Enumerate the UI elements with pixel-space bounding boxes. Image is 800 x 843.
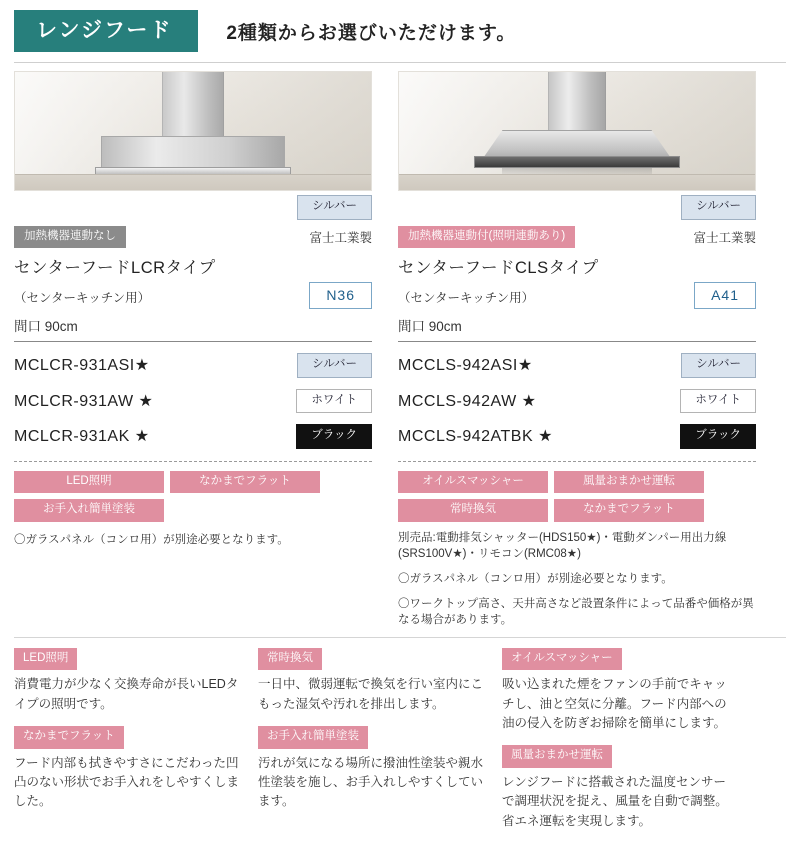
feature-tag: LED照明 (14, 471, 164, 494)
glossary-text: 汚れが気になる場所に撥油性塗装や親水性塗装を施し、お手入れしやすくしています。 (258, 755, 484, 809)
counter-top (15, 174, 371, 190)
color-badge: シルバー (681, 195, 756, 220)
product-size: 間口 90cm (14, 319, 78, 334)
glossary-column-1 (14, 648, 240, 843)
color-badge-row-cls (398, 195, 756, 220)
color-badge: シルバー (297, 195, 372, 220)
product-name: センターフードLCRタイプ (14, 259, 216, 277)
feature-tag: なかまでフラット (554, 499, 704, 522)
hood-duct (548, 72, 606, 132)
glossary-item (258, 726, 484, 812)
model-number: MCCLS-942AW ★ (398, 392, 537, 410)
glossary-item (502, 745, 728, 831)
glossary-label: LED照明 (14, 648, 77, 671)
model-number: MCLCR-931AK ★ (14, 428, 150, 446)
glossary-label: なかまでフラット (14, 726, 124, 749)
interlock-row-lcr (14, 226, 372, 249)
model-number: MCCLS-942ASI★ (398, 357, 533, 375)
maker-label: 富士工業製 (309, 230, 372, 245)
model-color-swatch: シルバー (297, 353, 372, 378)
glossary-text: レンジフードに搭載された温度センサーで調理状況を捉え、風量を自動で調整。省エネ運転を実現します。 (502, 774, 728, 828)
product-code: A41 (694, 282, 756, 309)
glossary-section (0, 638, 800, 843)
glossary-label: オイルスマッシャー (502, 648, 622, 671)
glossary-label: 風量おまかせ運転 (502, 745, 612, 768)
model-row (14, 424, 372, 449)
feature-tag: 風量おまかせ運転 (554, 471, 704, 494)
category-badge: レンジフード (14, 10, 198, 52)
glossary-label: お手入れ簡単塗装 (258, 726, 368, 749)
feature-tags-lcr (14, 471, 372, 522)
interlock-row-cls (398, 226, 756, 249)
subname-code-row-lcr (14, 282, 372, 309)
feature-divider (398, 461, 756, 462)
subname-code-row-cls (398, 282, 756, 309)
product-card-cls (398, 71, 756, 629)
page-header (0, 0, 800, 52)
model-row (14, 353, 372, 378)
interlock-tag: 加熱機器連動なし (14, 226, 126, 249)
glossary-text: フード内部も拭きやすさにこだわった凹凸のない形状でお手入れをしやすくしました。 (14, 755, 240, 809)
product-note: 〇ガラスパネル（コンロ用）が別途必要となります。 (14, 533, 289, 546)
product-divider (14, 341, 372, 342)
product-note-glass: 〇ガラスパネル（コンロ用）が別途必要となります。 (398, 572, 673, 585)
model-number: MCLCR-931ASI★ (14, 357, 150, 375)
model-color-swatch: シルバー (681, 353, 756, 378)
glossary-column-2 (258, 648, 484, 843)
product-card-lcr (14, 71, 372, 629)
model-color-swatch: ホワイト (296, 389, 372, 414)
interlock-tag: 加熱機器連動付(照明連動あり) (398, 226, 575, 249)
product-note-install: 〇ワークトップ高さ、天井高さなど設置条件によって品番や価格が異なる場合があります。 (398, 597, 754, 627)
product-list (0, 63, 800, 629)
glossary-label: 常時換気 (258, 648, 322, 671)
hood-glass-panel (474, 156, 680, 168)
feature-tag: お手入れ簡単塗装 (14, 499, 164, 522)
model-row (398, 389, 756, 414)
model-color-swatch: ホワイト (680, 389, 756, 414)
product-size: 間口 90cm (398, 319, 462, 334)
model-number: MCLCR-931AW ★ (14, 392, 154, 410)
maker-label: 富士工業製 (693, 230, 756, 245)
feature-tag: なかまでフラット (170, 471, 320, 494)
glossary-text: 消費電力が少なく交換寿命が長いLEDタイプの照明です。 (14, 677, 239, 711)
page-title: 2種類からお選びいただけます。 (226, 22, 517, 44)
glossary-item (14, 648, 240, 714)
feature-divider (14, 461, 372, 462)
glossary-item (14, 726, 240, 812)
product-name: センターフードCLSタイプ (398, 259, 599, 277)
feature-tags-cls (398, 471, 756, 522)
glossary-text: 一日中、微弱運転で換気を行い室内にこもった湿気や汚れを排出します。 (258, 677, 484, 711)
product-photo-lcr (14, 71, 372, 191)
hood-body (101, 136, 285, 168)
model-number: MCCLS-942ATBK ★ (398, 428, 553, 446)
model-color-swatch: ブラック (680, 424, 756, 449)
counter-top (399, 174, 755, 190)
model-row (14, 389, 372, 414)
glossary-item (258, 648, 484, 714)
product-code: N36 (309, 282, 372, 309)
product-divider (398, 341, 756, 342)
feature-tag: 常時換気 (398, 499, 548, 522)
product-subname: （センターキッチン用） (398, 290, 535, 305)
color-badge-row-lcr (14, 195, 372, 220)
hood-duct (162, 72, 224, 138)
product-subname: （センターキッチン用） (14, 290, 151, 305)
feature-tag: オイルスマッシャー (398, 471, 548, 494)
model-row (398, 353, 756, 378)
glossary-text: 吸い込まれた煙をファンの手前でキャッチし、油と空気に分離。フード内部への油の侵入を防ぎお掃除を簡単にします。 (502, 677, 727, 731)
glossary-column-3 (502, 648, 728, 843)
model-row (398, 424, 756, 449)
product-photo-cls (398, 71, 756, 191)
model-color-swatch: ブラック (296, 424, 372, 449)
product-note-accessories: 別売品:電動排気シャッター(HDS150★)・電動ダンパー用出力線 (SRS100V★)・リモコン(RMC08★) (398, 531, 727, 561)
glossary-item (502, 648, 728, 734)
